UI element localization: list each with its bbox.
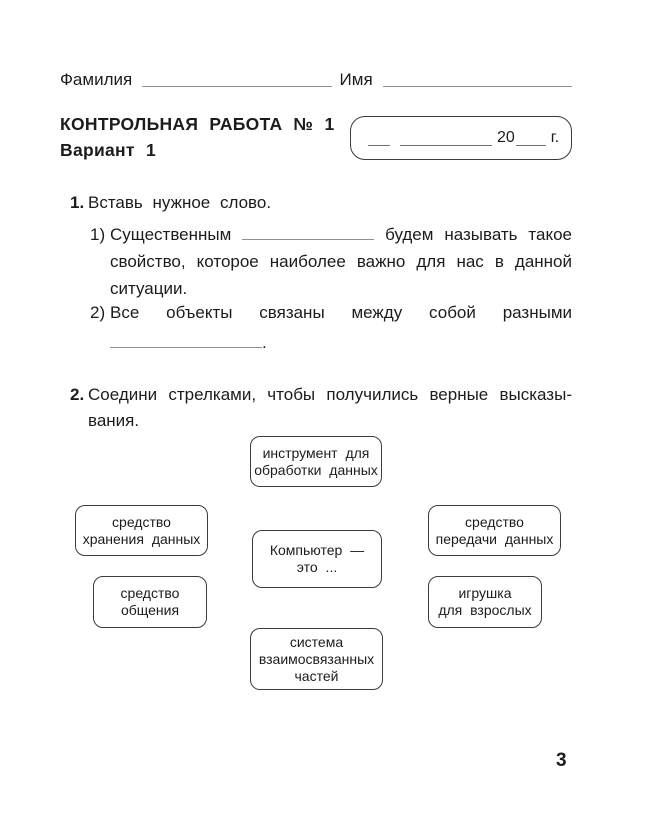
item2-fill-blank xyxy=(110,333,262,348)
box-storage-line1: средство xyxy=(112,513,171,530)
task1-title: Вставь нужное слово. xyxy=(88,193,272,212)
task1-item1-line2: свойство, которое наиболее важно для нас в данной xyxy=(110,252,572,271)
item1-fill-blank xyxy=(242,225,374,240)
box-system-line3: частей xyxy=(294,667,339,684)
task1-item1-line1 xyxy=(110,221,572,248)
answer-box-storage xyxy=(75,505,208,556)
date-era-label: г. xyxy=(550,129,560,146)
task2-title-line1: Соедини стрелками, чтобы получились верные высказы- xyxy=(88,385,572,404)
box-system-line2: взаимосвязанных xyxy=(258,650,375,667)
answer-box-tool xyxy=(250,436,382,487)
variant-label: Вариант 1 xyxy=(60,140,156,160)
task1-item2-line2 xyxy=(110,329,572,356)
box-system-line1: система xyxy=(289,633,344,650)
task1-item2-number: 2) xyxy=(90,303,106,322)
answer-box-system xyxy=(250,628,383,690)
box-communication-line2: общения xyxy=(120,602,180,618)
item1-line1-before: Существенным xyxy=(110,225,232,244)
task1-item2-line1: Все объекты связаны между собой разными xyxy=(110,303,572,322)
answer-box-toy xyxy=(428,576,542,628)
name-blank-line xyxy=(383,85,572,87)
answer-box-transfer xyxy=(428,505,561,556)
answer-box-communication xyxy=(93,576,207,628)
date-month-blank xyxy=(400,131,492,146)
date-day-blank xyxy=(368,131,390,146)
surname-blank-line xyxy=(142,85,331,87)
task1-item1-line3: ситуации. xyxy=(110,279,188,298)
box-computer-line1: Компьютер — xyxy=(269,542,365,558)
box-toy-line1: игрушка xyxy=(458,585,512,601)
box-tool-line2: обработки данных xyxy=(254,461,378,478)
task1-number: 1. xyxy=(70,193,85,212)
date-box xyxy=(350,116,572,160)
task1-heading xyxy=(60,190,572,216)
box-transfer-line2: передачи данных xyxy=(435,530,554,547)
box-transfer-line1: средство xyxy=(465,513,524,530)
box-storage-line2: хранения данных xyxy=(82,530,201,547)
task2-heading xyxy=(60,382,572,434)
item1-line1-after: будем называть такое xyxy=(385,225,573,244)
surname-label: Фамилия xyxy=(60,70,133,89)
box-communication-line1: средство xyxy=(120,585,180,601)
task2-number: 2. xyxy=(70,385,85,404)
item2-period: . xyxy=(262,333,267,352)
page-number: 3 xyxy=(556,750,567,771)
box-computer-line2: это ... xyxy=(296,559,338,575)
box-toy-line2: для взрослых xyxy=(438,602,532,618)
task1-item1 xyxy=(60,221,572,302)
worksheet-title: КОНТРОЛЬНАЯ РАБОТА № 1 xyxy=(60,114,335,134)
task1-item1-number: 1) xyxy=(90,225,106,244)
name-fields-row xyxy=(60,70,572,92)
task1-item2 xyxy=(60,299,572,356)
task2-title-line2: вания. xyxy=(88,411,140,430)
date-year-prefix: 20 xyxy=(496,129,515,146)
title-block xyxy=(60,111,335,163)
name-label: Имя xyxy=(339,70,373,89)
center-box-computer xyxy=(252,530,382,588)
box-tool-line1: инструмент для xyxy=(262,444,370,461)
date-year-blank xyxy=(516,131,546,146)
